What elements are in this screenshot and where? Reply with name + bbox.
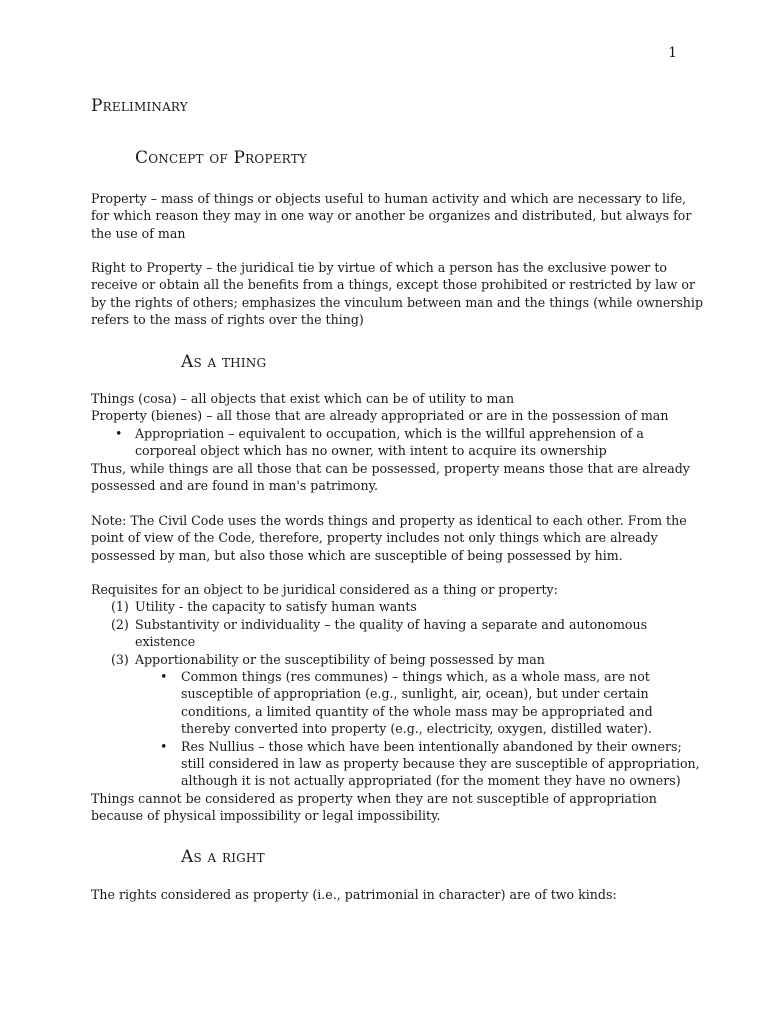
bullet-text: Appropriation – equivalent to occupation, which is the willful apprehension of a bbox=[135, 425, 644, 441]
text-line: the use of man bbox=[91, 225, 186, 241]
paragraph-rights bbox=[91, 886, 691, 903]
heading-preliminary: Preliminary bbox=[91, 96, 188, 116]
paragraph-property-definition bbox=[91, 190, 691, 242]
list-text: Substantivity or individuality – the quality of having a separate and autonomous bbox=[135, 616, 648, 632]
bullet-text: thereby converted into property (e.g., electricity, oxygen, distilled water). bbox=[181, 721, 652, 737]
requisite-item-2-continuation bbox=[91, 633, 691, 650]
sub-bullet-continuation bbox=[91, 772, 691, 789]
text-line: possessed by man, but also those which are susceptible of being possessed by him. bbox=[91, 547, 623, 563]
bullet-text: Res Nullius – those which have been intentionally abandoned by their owners; bbox=[181, 738, 682, 754]
bullet-text: corporeal object which has no owner, with intent to acquire its ownership bbox=[135, 443, 607, 459]
heading-concept-of-property: Concept of Property bbox=[135, 148, 308, 168]
requisite-item-3 bbox=[91, 651, 691, 668]
text-line: receive or obtain all the benefits from a things, except those prohibited or restricted by law or bbox=[91, 277, 696, 293]
text-line: Property – mass of things or objects useful to human activity and which are necessary to life, bbox=[91, 191, 687, 206]
bullet-text: still considered in law as property because they are susceptible of appropriation, bbox=[181, 755, 700, 771]
list-marker: (1) bbox=[111, 599, 129, 615]
page-number: 1 bbox=[668, 45, 677, 61]
text-line: Note: The Civil Code uses the words things and property as identical to each other. From the bbox=[91, 513, 687, 528]
text-line: point of view of the Code, therefore, property includes not only things which are already bbox=[91, 530, 658, 546]
text-line: Thus, while things are all those that can be possessed, property means those that are already bbox=[91, 460, 690, 476]
sub-bullet-res-nullius bbox=[91, 738, 691, 755]
text-line: because of physical impossibility or legal impossibility. bbox=[91, 808, 441, 824]
heading-as-a-right: As a right bbox=[181, 847, 265, 867]
bullet-item-continuation bbox=[91, 442, 691, 459]
list-marker: (3) bbox=[111, 651, 129, 667]
text-line: by the rights of others; emphasizes the vinculum between man and the things (while ownership bbox=[91, 294, 704, 310]
list-text: Utility - the capacity to satisfy human wants bbox=[135, 599, 417, 615]
paragraph-note bbox=[91, 512, 691, 564]
bullet-text: although it is not actually appropriated (for the moment they have no owners) bbox=[181, 773, 681, 789]
sub-bullet-continuation bbox=[91, 685, 691, 702]
list-text: Apportionability or the susceptibility of being possessed by man bbox=[135, 651, 545, 667]
bullet-item-appropriation bbox=[91, 425, 691, 442]
sub-bullet-continuation bbox=[91, 720, 691, 737]
text-line: The rights considered as property (i.e., patrimonial in character) are of two kinds: bbox=[91, 887, 617, 902]
sub-bullet-continuation bbox=[91, 703, 691, 720]
text-line-things: Things (cosa) – all objects that exist which can be of utility to man bbox=[91, 391, 515, 406]
text-line: Things cannot be considered as property when they are not susceptible of appropriation bbox=[91, 790, 657, 806]
text-line: Right to Property – the juridical tie by virtue of which a person has the exclusive power to bbox=[91, 260, 667, 275]
requisite-item-2 bbox=[91, 616, 691, 633]
section-requisites bbox=[91, 581, 700, 824]
sub-bullet-common-things bbox=[91, 668, 691, 685]
text-line: possessed and are found in man's patrimony. bbox=[91, 477, 379, 493]
bullet-marker: • bbox=[160, 668, 168, 684]
bullet-marker: • bbox=[115, 425, 123, 441]
text-line: refers to the mass of rights over the thing) bbox=[91, 312, 364, 328]
text-line: for which reason they may in one way or another be organizes and distributed, but always for bbox=[91, 208, 692, 224]
sub-bullet-continuation bbox=[91, 755, 700, 772]
text-line-property: Property (bienes) – all those that are already appropriated or are in the possession of man bbox=[91, 408, 669, 424]
requisites-intro: Requisites for an object to be juridical considered as a thing or property: bbox=[91, 582, 558, 597]
bullet-text: Common things (res communes) – things which, as a whole mass, are not bbox=[181, 668, 650, 684]
heading-as-a-thing: As a thing bbox=[181, 352, 267, 372]
section-as-a-thing bbox=[91, 390, 691, 494]
list-marker: (2) bbox=[111, 616, 129, 632]
requisite-item-1 bbox=[91, 598, 691, 615]
list-text: existence bbox=[135, 634, 196, 650]
paragraph-right-to-property bbox=[91, 259, 704, 329]
bullet-marker: • bbox=[160, 738, 168, 754]
bullet-text: susceptible of appropriation (e.g., sunlight, air, ocean), but under certain bbox=[181, 686, 649, 702]
bullet-text: conditions, a limited quantity of the whole mass may be appropriated and bbox=[181, 703, 653, 719]
